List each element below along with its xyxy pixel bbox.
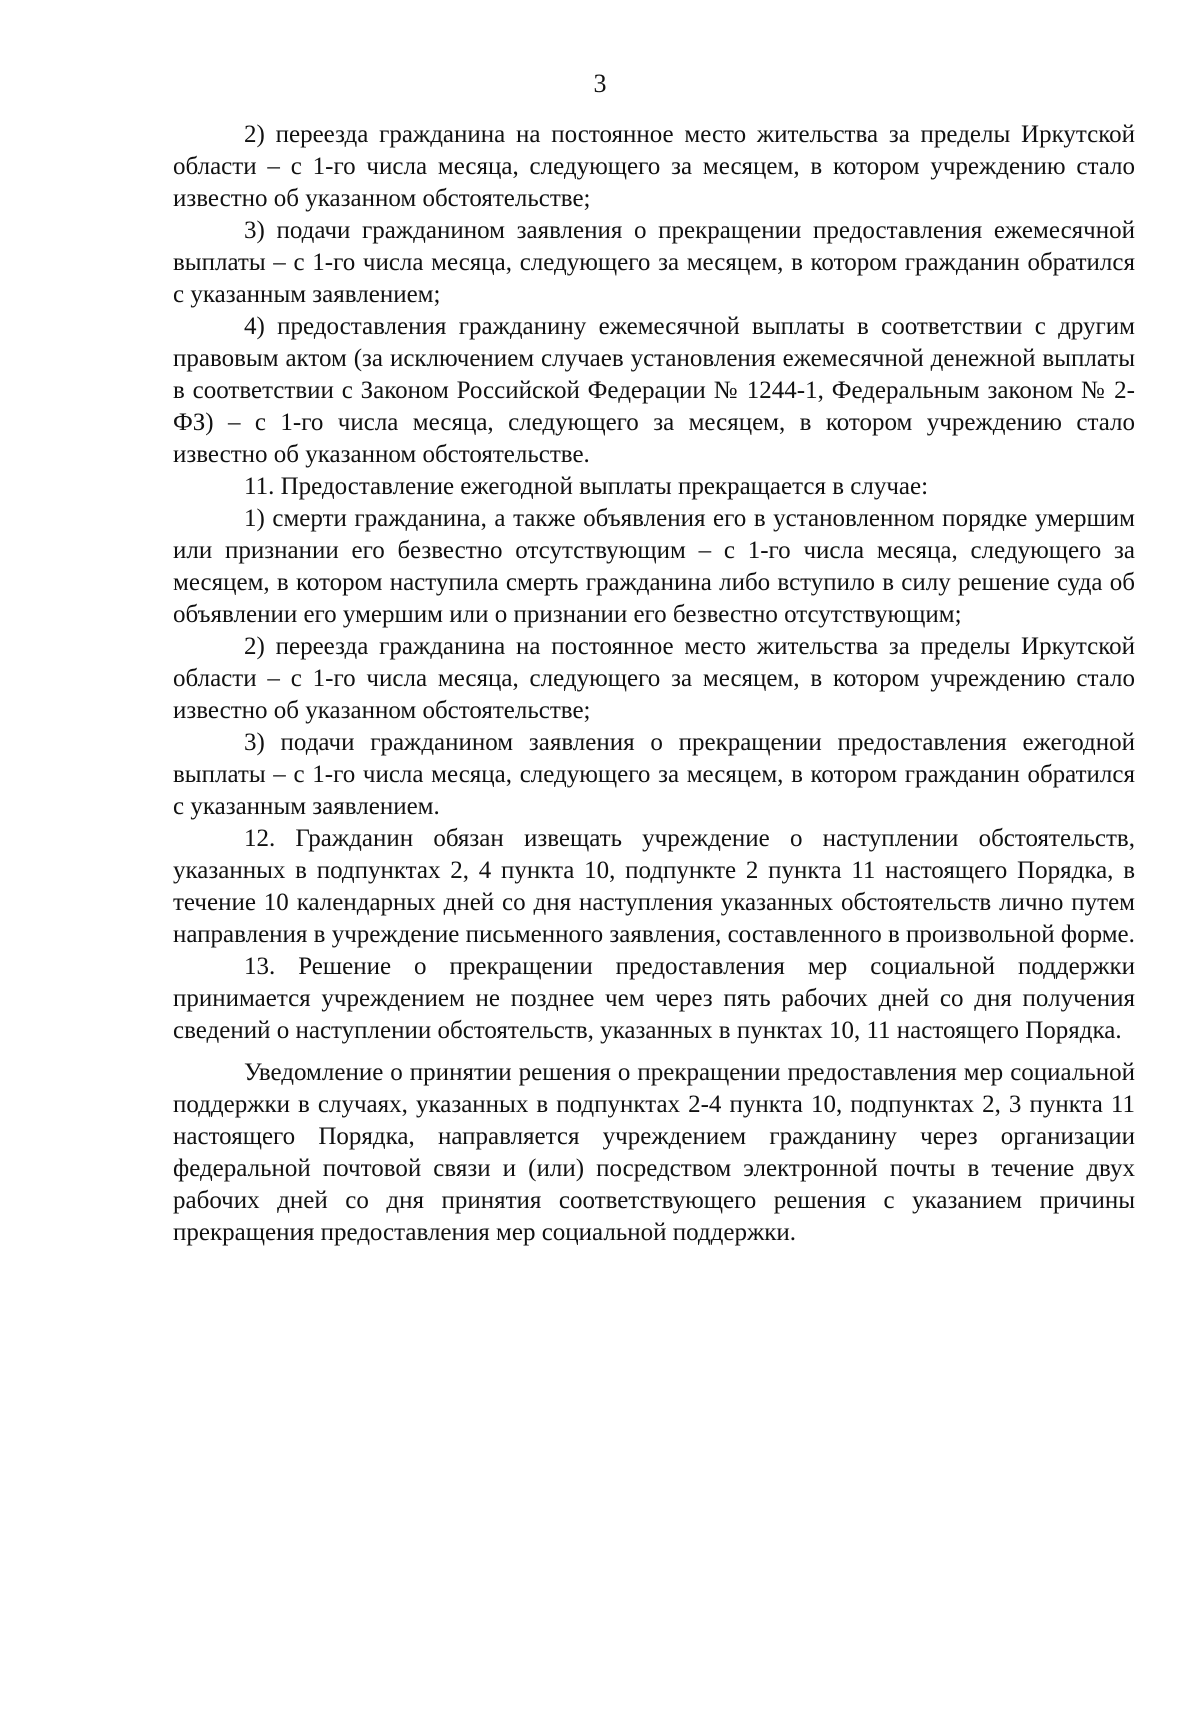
paragraph-notification: Уведомление о принятии решения о прекращении предоставления мер социальной поддержки в случаях, указанных в подпунктах 2-4 пункта 10, подпунктах 2, 3 пункта 11 настоящего Порядка, направляется учреждением гражданину через организации федеральной почтовой связи и (или) посредством электронной почты в течение двух рабочих дней со дня принятия соответствующего решения с указанием причины прекращения предоставления мер социальной поддержки. — [173, 1059, 1135, 1246]
document-body — [173, 119, 1135, 1249]
paragraph-11: 11. Предоставление ежегодной выплаты прекращается в случае: — [244, 473, 929, 500]
paragraph-12: 12. Гражданин обязан извещать учреждение о наступлении обстоятельств, указанных в подпунктах 2, 4 пункта 10, подпункте 2 пункта 11 настоящего Порядка, в течение 10 календарных дней со дня наступления указанных обстоятельств лично путем направления в учреждение письменного заявления, составленного в произвольной форме. — [173, 825, 1135, 948]
paragraph-10-3: 3) подачи гражданином заявления о прекращении предоставления ежемесячной выплаты – с 1-го числа месяца, следующего за месяцем, в котором гражданин обратился с указанным заявлением; — [173, 217, 1135, 308]
page-number: 3 — [593, 69, 607, 98]
paragraph-10-2: 2) переезда гражданина на постоянное место жительства за пределы Иркутской области – с 1-го числа месяца, следующего за месяцем, в котором учреждению стало известно об указанном обстоятельстве; — [173, 121, 1135, 212]
paragraph-11-3: 3) подачи гражданином заявления о прекращении предоставления ежегодной выплаты – с 1-го числа месяца, следующего за месяцем, в котором гражданин обратился с указанным заявлением. — [173, 729, 1135, 820]
paragraph-11-2: 2) переезда гражданина на постоянное место жительства за пределы Иркутской области – с 1-го числа месяца, следующего за месяцем, в котором учреждению стало известно об указанном обстоятельстве; — [173, 633, 1135, 724]
paragraph-11-1: 1) смерти гражданина, а также объявления его в установленном порядке умершим или признании его безвестно отсутствующим – с 1-го числа месяца, следующего за месяцем, в котором наступила смерть гражданина либо вступило в силу решение суда об объявлении его умершим или о признании его безвестно отсутствующим; — [173, 505, 1135, 628]
paragraph-10-4: 4) предоставления гражданину ежемесячной выплаты в соответствии с другим правовым актом (за исключением случаев установления ежемесячной денежной выплаты в соответствии с Законом Российской Федерации № 1244-1, Федеральным законом № 2-ФЗ) – с 1-го числа месяца, следующего за месяцем, в котором учреждению стало известно об указанном обстоятельстве. — [173, 313, 1135, 468]
paragraph-13: 13. Решение о прекращении предоставления мер социальной поддержки принимается учреждением не позднее чем через пять рабочих дней со дня получения сведений о наступлении обстоятельств, указанных в пунктах 10, 11 настоящего Порядка. — [173, 953, 1135, 1044]
